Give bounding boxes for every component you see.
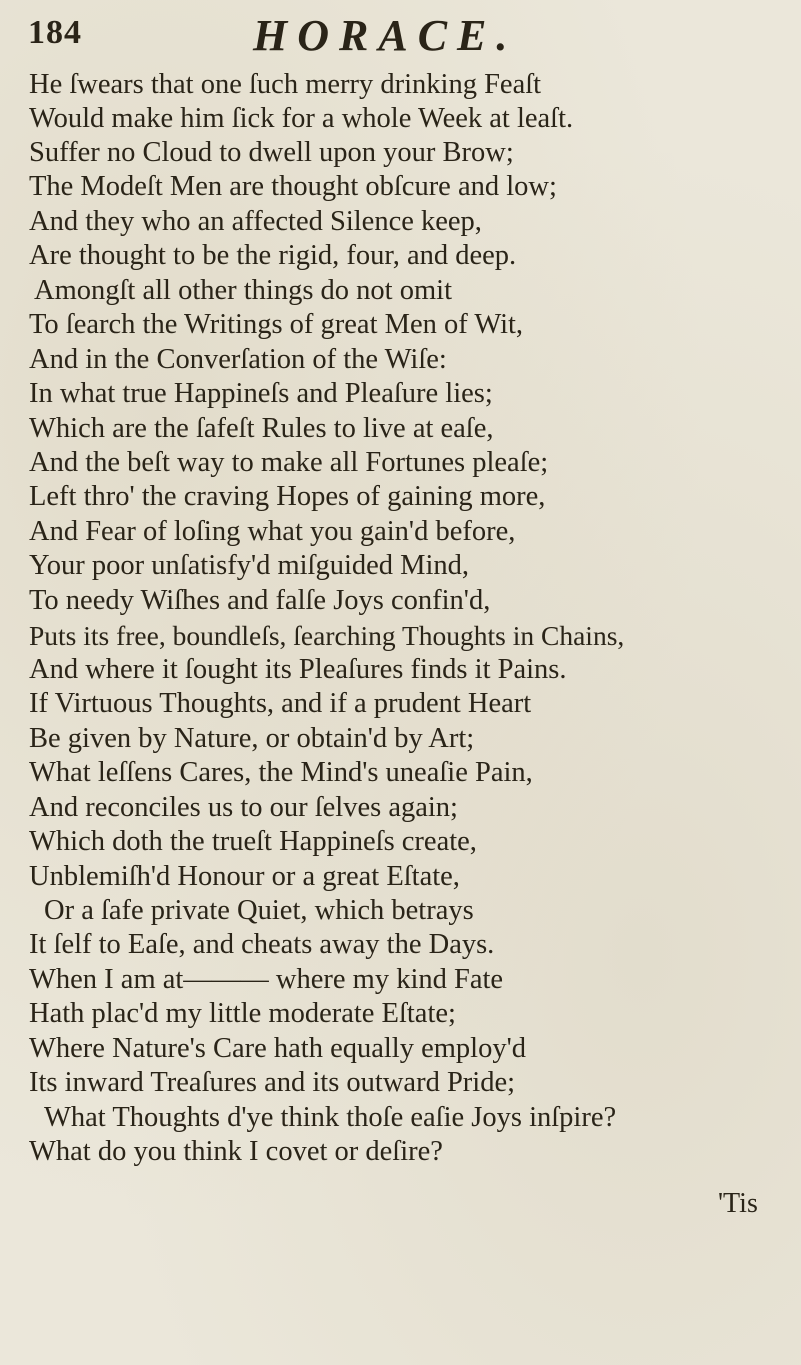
- verse-line: Which doth the trueſt Happineſs create,: [29, 826, 477, 857]
- verse-line: Or a ſafe private Quiet, which betrays: [44, 895, 474, 926]
- verse-line: The Modeſt Men are thought obſcure and low;: [29, 171, 557, 202]
- verse-line: It ſelf to Eaſe, and cheats away the Days.: [29, 929, 495, 960]
- verse-line: Puts its free, boundleſs, ſearching Thoughts in Chains,: [29, 620, 625, 651]
- verse-line: To ſearch the Writings of great Men of Wit,: [29, 309, 524, 340]
- verse-line: To needy Wiſhes and falſe Joys confin'd,: [29, 585, 491, 616]
- page-header: [28, 8, 768, 68]
- verse-line: When I am at——— where my kind Fate: [29, 964, 504, 995]
- verse-line: In what true Happineſs and Pleaſure lies;: [29, 378, 493, 409]
- verse-line: Which are the ſafeſt Rules to live at eaſe,: [29, 413, 494, 444]
- verse-line: Amongſt all other things do not omit: [34, 275, 452, 306]
- verse-line: Be given by Nature, or obtain'd by Art;: [29, 723, 475, 754]
- verse-line: What Thoughts d'ye think thoſe eaſie Joys inſpire?: [44, 1102, 617, 1133]
- verse-line: Would make him ſick for a whole Week at leaſt.: [29, 103, 574, 134]
- running-head: HORACE.: [253, 11, 518, 60]
- verse-line: What leſſens Cares, the Mind's uneaſie Pain,: [29, 757, 533, 788]
- page-number: 184: [28, 14, 82, 51]
- verse-line: Your poor unſatisfy'd miſguided Mind,: [29, 550, 470, 581]
- verse-line: And the beſt way to make all Fortunes pleaſe;: [29, 447, 549, 478]
- verse-line: Where Nature's Care hath equally employ'd: [29, 1033, 526, 1064]
- catchword: 'Tis: [718, 1188, 758, 1219]
- verse-line: What do you think I covet or deſire?: [29, 1136, 443, 1167]
- verse-line: Hath plac'd my little moderate Eſtate;: [29, 998, 456, 1029]
- verse-line: Its inward Treaſures and its outward Pride;: [29, 1067, 516, 1098]
- verse-line: Unblemiſh'd Honour or a great Eſtate,: [29, 861, 460, 892]
- verse-line: He ſwears that one ſuch merry drinking Feaſt: [29, 69, 542, 100]
- verse-line: If Virtuous Thoughts, and if a prudent Heart: [29, 688, 532, 719]
- verse-line: Left thro' the craving Hopes of gaining more,: [29, 481, 546, 512]
- verse-line: And reconciles us to our ſelves again;: [29, 792, 458, 823]
- verse-line: And where it ſought its Pleaſures finds it Pains.: [29, 654, 567, 685]
- verse-line: And they who an affected Silence keep,: [29, 206, 482, 237]
- verse-line: Are thought to be the rigid, four, and deep.: [29, 240, 517, 271]
- verse-line: And Fear of loſing what you gain'd before,: [29, 516, 516, 547]
- verse-line: Suffer no Cloud to dwell upon your Brow;: [29, 137, 514, 168]
- verse-line: And in the Converſation of the Wiſe:: [29, 344, 447, 375]
